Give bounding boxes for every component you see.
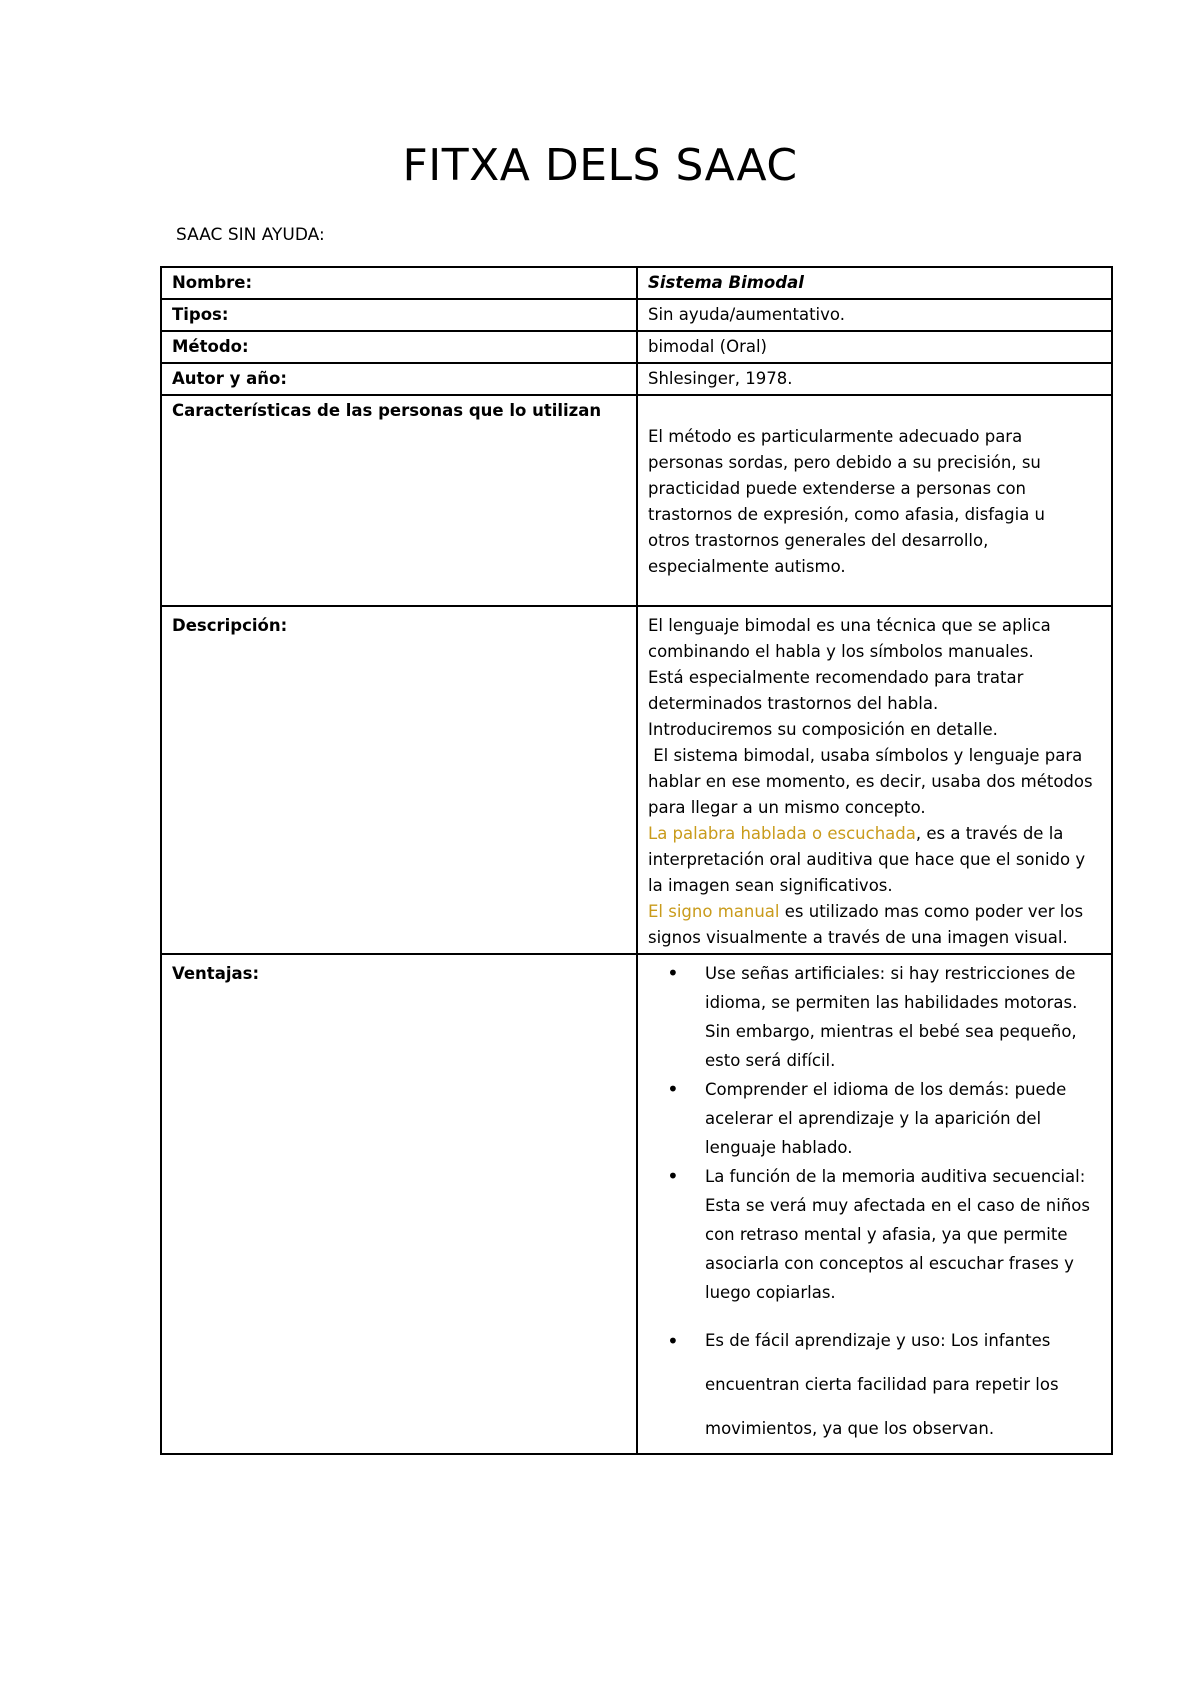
table-row-tipos bbox=[161, 299, 1112, 331]
highlight-palabra-hablada: La palabra hablada o escuchada bbox=[648, 824, 916, 843]
value-descripcion bbox=[637, 606, 1112, 954]
label-descripcion: Descripción: bbox=[161, 606, 637, 954]
list-item bbox=[667, 1075, 1093, 1162]
bullet-icon: • bbox=[667, 1329, 679, 1353]
descripcion-p6-rest: es utilizado mas como poder ver los signos visualmente a través de una imagen visual. bbox=[648, 902, 1084, 947]
table-row-ventajas bbox=[161, 954, 1112, 1454]
descripcion-p2: Está especialmente recomendado para tratar determinados trastornos del habla. bbox=[648, 668, 1024, 713]
caracteristicas-line: trastornos de expresión, como afasia, disfagia u bbox=[648, 505, 1046, 524]
bullet-icon: • bbox=[667, 961, 679, 985]
caracteristicas-line: otros trastornos generales del desarrollo, bbox=[648, 531, 989, 550]
ventajas-list bbox=[648, 959, 1093, 1451]
label-nombre: Nombre: bbox=[161, 267, 637, 299]
value-caracteristicas bbox=[637, 395, 1112, 606]
label-metodo: Método: bbox=[161, 331, 637, 363]
page-title: FITXA DELS SAAC bbox=[402, 140, 798, 191]
caracteristicas-line: personas sordas, pero debido a su precisión, su bbox=[648, 453, 1041, 472]
table-row-autor bbox=[161, 363, 1112, 395]
value-autor: Shlesinger, 1978. bbox=[637, 363, 1112, 395]
highlight-signo-manual: El signo manual bbox=[648, 902, 780, 921]
caracteristicas-line: practicidad puede extenderse a personas con bbox=[648, 479, 1027, 498]
descripcion-p5 bbox=[648, 821, 1097, 899]
descripcion-p5-rest: , es a través de la interpretación oral auditiva que hace que el sonido y la imagen sean significativos. bbox=[648, 824, 1086, 895]
list-item bbox=[667, 1319, 1093, 1451]
label-caracteristicas: Características de las personas que lo utilizan bbox=[161, 395, 637, 606]
table-row-caracteristicas bbox=[161, 395, 1112, 606]
descripcion-p1: El lenguaje bimodal es una técnica que se aplica combinando el habla y los símbolos manuales. bbox=[648, 616, 1051, 661]
list-item bbox=[667, 1162, 1093, 1307]
label-autor: Autor y año: bbox=[161, 363, 637, 395]
value-nombre: Sistema Bimodal bbox=[637, 267, 1112, 299]
table-row-descripcion bbox=[161, 606, 1112, 954]
table-row-nombre bbox=[161, 267, 1112, 299]
value-ventajas bbox=[637, 954, 1112, 1454]
ventaja-text: Use señas artificiales: si hay restricciones de idioma, se permiten las habilidades motoras. Sin embargo, mientras el bebé sea pequeño, esto será difícil. bbox=[705, 964, 1078, 1070]
caracteristicas-line: especialmente autismo. bbox=[648, 557, 846, 576]
descripcion-p4: El sistema bimodal, usaba símbolos y lenguaje para hablar en ese momento, es decir, usaba dos métodos para llegar a un mismo concepto. bbox=[648, 746, 1098, 817]
list-item bbox=[667, 959, 1093, 1075]
bullet-icon: • bbox=[667, 1077, 679, 1101]
ventaja-text: Comprender el idioma de los demás: puede acelerar el aprendizaje y la aparición del lenguaje hablado. bbox=[705, 1080, 1067, 1157]
ventaja-text: Es de fácil aprendizaje y uso: Los infantes encuentran cierta facilidad para repetir los movimientos, ya que los observan. bbox=[705, 1331, 1059, 1438]
label-ventajas: Ventajas: bbox=[161, 954, 637, 1454]
value-tipos: Sin ayuda/aumentativo. bbox=[637, 299, 1112, 331]
section-subtitle: SAAC SIN AYUDA: bbox=[176, 225, 325, 245]
descripcion-p3: Introduciremos su composición en detalle. bbox=[648, 720, 998, 739]
descripcion-p6 bbox=[648, 899, 1097, 951]
bullet-icon: • bbox=[667, 1164, 679, 1188]
ventaja-text: La función de la memoria auditiva secuencial: Esta se verá muy afectada en el caso de niños con retraso mental y afasia, ya que permite asociarla con conceptos al escuchar frases y luego copiarlas. bbox=[705, 1167, 1091, 1302]
table-row-metodo bbox=[161, 331, 1112, 363]
value-metodo: bimodal (Oral) bbox=[637, 331, 1112, 363]
label-tipos: Tipos: bbox=[161, 299, 637, 331]
saac-table bbox=[160, 266, 1113, 1455]
caracteristicas-line: El método es particularmente adecuado para bbox=[648, 427, 1023, 446]
